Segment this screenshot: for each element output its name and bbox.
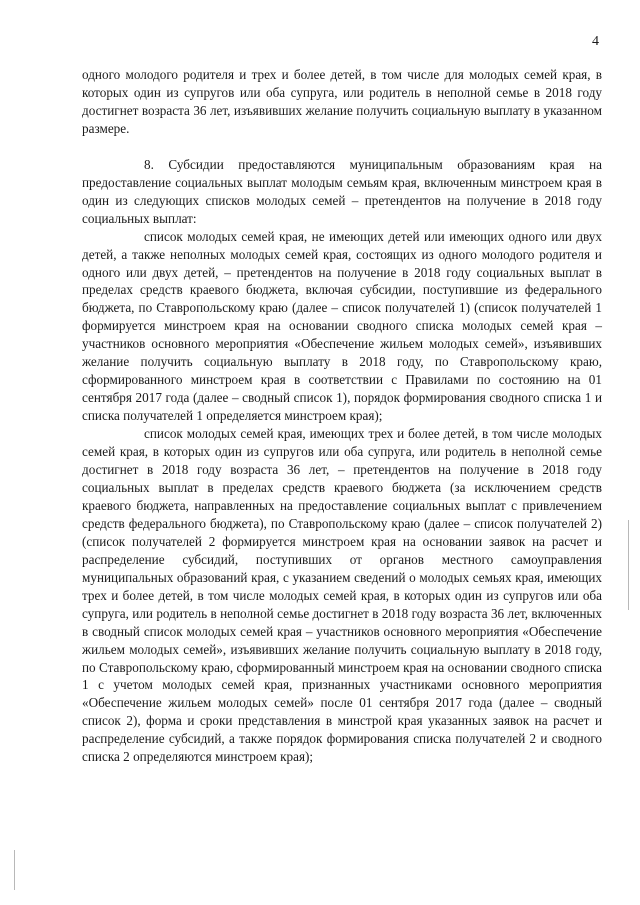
- scan-margin-line-left: [14, 850, 15, 890]
- paragraph-continuation: одного молодого родителя и трех и более детей, в том числе для молодых семей края, в которых один из супругов или оба супруга, или родитель в неполной семье в 2018 году достигнет возраста 36 лет, изъявивших желание получить социальную выплату в указанном размере.: [82, 67, 602, 136]
- page-number: 4: [592, 34, 599, 49]
- document-body: [82, 66, 602, 766]
- paragraph-list-recipients-2: список молодых семей края, имеющих трех и более детей, в том числе молодых семей края, в которых один из супругов или оба супруга, или родитель в неполной семье достигнет в 2018 году возраста 36 лет, – претендентов на получение в 2018 году социальных выплат в пределах средств краевого бюджета (за исключением средств краевого бюджета, направленных на предоставление социальных выплат с привлечением средств федерального бюджета), по Ставропольскому краю (далее – список получателей 2) (список получателей 2 формируется минстроем края на основании заявок на расчет и распределение субсидий, поступивших от органов местного самоуправления муниципальных образований края, с указанием сведений о молодых семьях края, имеющих трех и более детей, в том числе молодых семей края, в которых один из супругов или оба супруга, или родитель в неполной семье достигнет в 2018 году возраста 36 лет, включенных в сводный список молодых семей края – участников основного мероприятия «Обеспечение жильем молодых семей», изъявивших желание получить социальную выплату в 2018 году, по Ставропольскому краю, сформированный минстроем края на основании сводного списка 1 с учетом молодых семей края, признанных участниками основного мероприятия «Обеспечение жильем молодых семей» после 01 сентября 2017 года (далее – сводный список 2), форма и сроки представления в минстрой края указанных заявок на расчет и распределение субсидий, а также порядок формирования списка получателей 2 и сводного списка 2 определяются минстроем края);: [82, 426, 602, 765]
- paragraph-item-8: 8. Субсидии предоставляются муниципальным образованиям края на предоставление социальных выплат молодым семьям края, включенным минстроем края в один из следующих списков молодых семей – претендентов на получение в 2018 году социальных выплат:: [82, 156, 602, 226]
- scan-margin-line-right: [628, 520, 629, 610]
- paragraph-list-recipients-1: список молодых семей края, не имеющих детей или имеющих одного или двух детей, а также неполных молодых семей края, состоящих из одного молодого родителя и одного или двух детей, – претендентов на получение в 2018 году социальных выплат в пределах средств краевого бюджета, включая субсидии, поступившие из федерального бюджета, по Ставропольскому краю (далее – список получателей 1) (список получателей 1 формируется минстроем края на основании сводного списка молодых семей края – участников основного мероприятия «Обеспечение жильем молодых семей», изъявивших желание получить социальную выплату в 2018 году, по Ставропольскому краю, сформированного минстроем края в соответствии с Правилами по состоянию на 01 сентября 2017 года (далее – сводный список 1), порядок формирования сводного списка 1 и списка получателей 1 определяется минстроем края);: [82, 228, 602, 424]
